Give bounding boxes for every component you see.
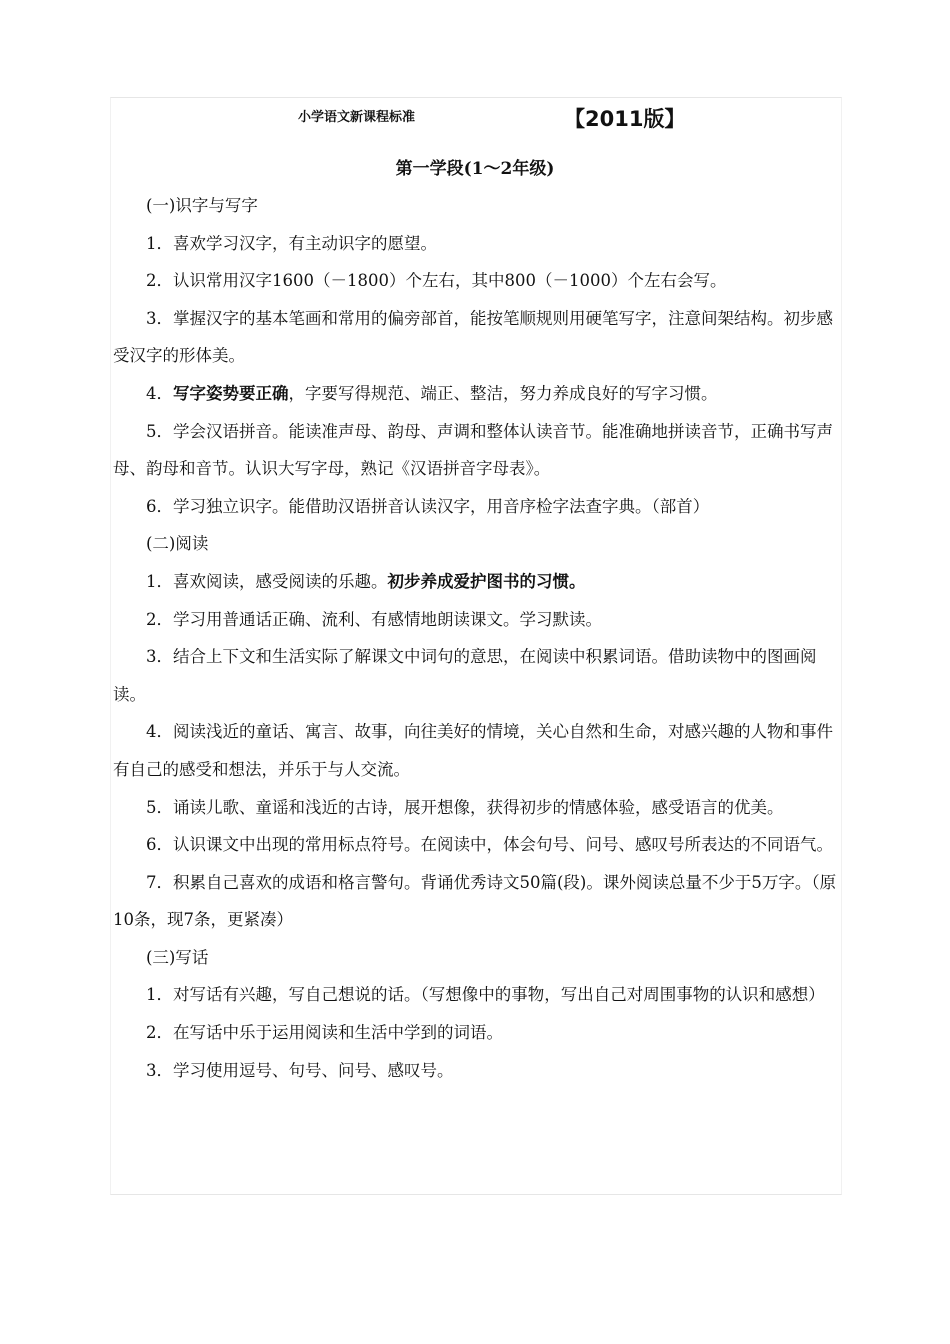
paragraph — [113, 262, 843, 300]
paragraph-text: 1．喜欢阅读，感受阅读的乐趣。 — [146, 571, 388, 591]
paragraph-text: 2．学习用普通话正确、流利、有感情地朗读课文。学习默读。 — [146, 609, 602, 629]
paragraph-text: (三)写话 — [146, 947, 209, 967]
paragraph-text: (二)阅读 — [146, 534, 209, 554]
paragraph — [113, 976, 843, 1014]
paragraph-text: 4． — [146, 383, 173, 403]
paragraph — [113, 713, 843, 788]
paragraph — [113, 413, 843, 488]
paragraph-text: 5．诵读儿歌、童谣和浅近的古诗，展开想像，获得初步的情感体验，感受语言的优美。 — [146, 797, 784, 817]
paragraph — [113, 488, 843, 526]
paragraph — [113, 601, 843, 639]
paragraph-text: 4．阅读浅近的童话、寓言、故事，向往美好的情境，关心自然和生命，对感兴趣的人物和事件有自己的感受和想法，并乐于与人交流。 — [113, 722, 833, 779]
paragraph — [113, 375, 843, 413]
paragraph — [113, 789, 843, 827]
paragraph — [113, 864, 843, 939]
paragraph-text: 2．认识常用汉字1600（－1800）个左右，其中800（－1000）个左右会写。 — [146, 271, 727, 291]
paragraph-text: 5．学会汉语拼音。能读准声母、韵母、声调和整体认读音节。能准确地拼读音节，正确书写声母、韵母和音节。认识大写字母，熟记《汉语拼音字母表》。 — [113, 421, 833, 479]
paragraph — [113, 225, 843, 263]
stage-heading: 第一学段(1～2年级) — [395, 159, 555, 179]
emphasis-text: 写字姿势要正确 — [173, 383, 289, 403]
paragraph — [113, 638, 843, 713]
paragraph-text: 3．学习使用逗号、句号、问号、感叹号。 — [146, 1060, 454, 1080]
paragraph — [113, 525, 843, 563]
paragraph-text: (一)识字与写字 — [146, 196, 258, 215]
paragraph — [113, 826, 843, 864]
paragraph-text: 7．积累自己喜欢的成语和格言警句。背诵优秀诗文50篇(段)。课外阅读总量不少于5万字。（原10条，现7条，更紧凑） — [113, 872, 837, 930]
paragraph-text: 6．认识课文中出现的常用标点符号。在阅读中，体会句号、问号、感叹号所表达的不同语气。 — [146, 835, 833, 855]
document-header-title: 小学语文新课程标准 — [298, 110, 416, 125]
paragraph-text: ，字要写得规范、端正、整洁，努力养成良好的写字习惯。 — [288, 383, 718, 403]
paragraph-text: 1．喜欢学习汉字，有主动识字的愿望。 — [146, 233, 437, 253]
paragraph — [113, 939, 843, 977]
paragraph-text: 3．掌握汉字的基本笔画和常用的偏旁部首，能按笔顺规则用硬笔写字，注意间架结构。初步感受汉字的形体美。 — [113, 308, 833, 366]
paragraph — [113, 563, 843, 601]
paragraph-text: 1．对写话有兴趣，写自己想说的话。（写想像中的事物，写出自己对周围事物的认识和感想） — [146, 985, 825, 1005]
document-body — [113, 187, 843, 1089]
document-edition-label: 【2011版】 — [564, 107, 686, 131]
paragraph — [113, 1014, 843, 1052]
paragraph — [113, 300, 843, 375]
paragraph-text: 2．在写话中乐于运用阅读和生活中学到的词语。 — [146, 1023, 503, 1043]
paragraph — [113, 187, 843, 225]
paragraph-text: 3．结合上下文和生活实际了解课文中词句的意思，在阅读中积累词语。借助读物中的图画阅读。 — [113, 647, 817, 704]
emphasis-text: 初步养成爱护图书的习惯。 — [387, 571, 586, 591]
paragraph — [113, 1052, 843, 1090]
paragraph-text: 6．学习独立识字。能借助汉语拼音认读汉字，用音序检字法查字典。（部首） — [146, 496, 710, 516]
